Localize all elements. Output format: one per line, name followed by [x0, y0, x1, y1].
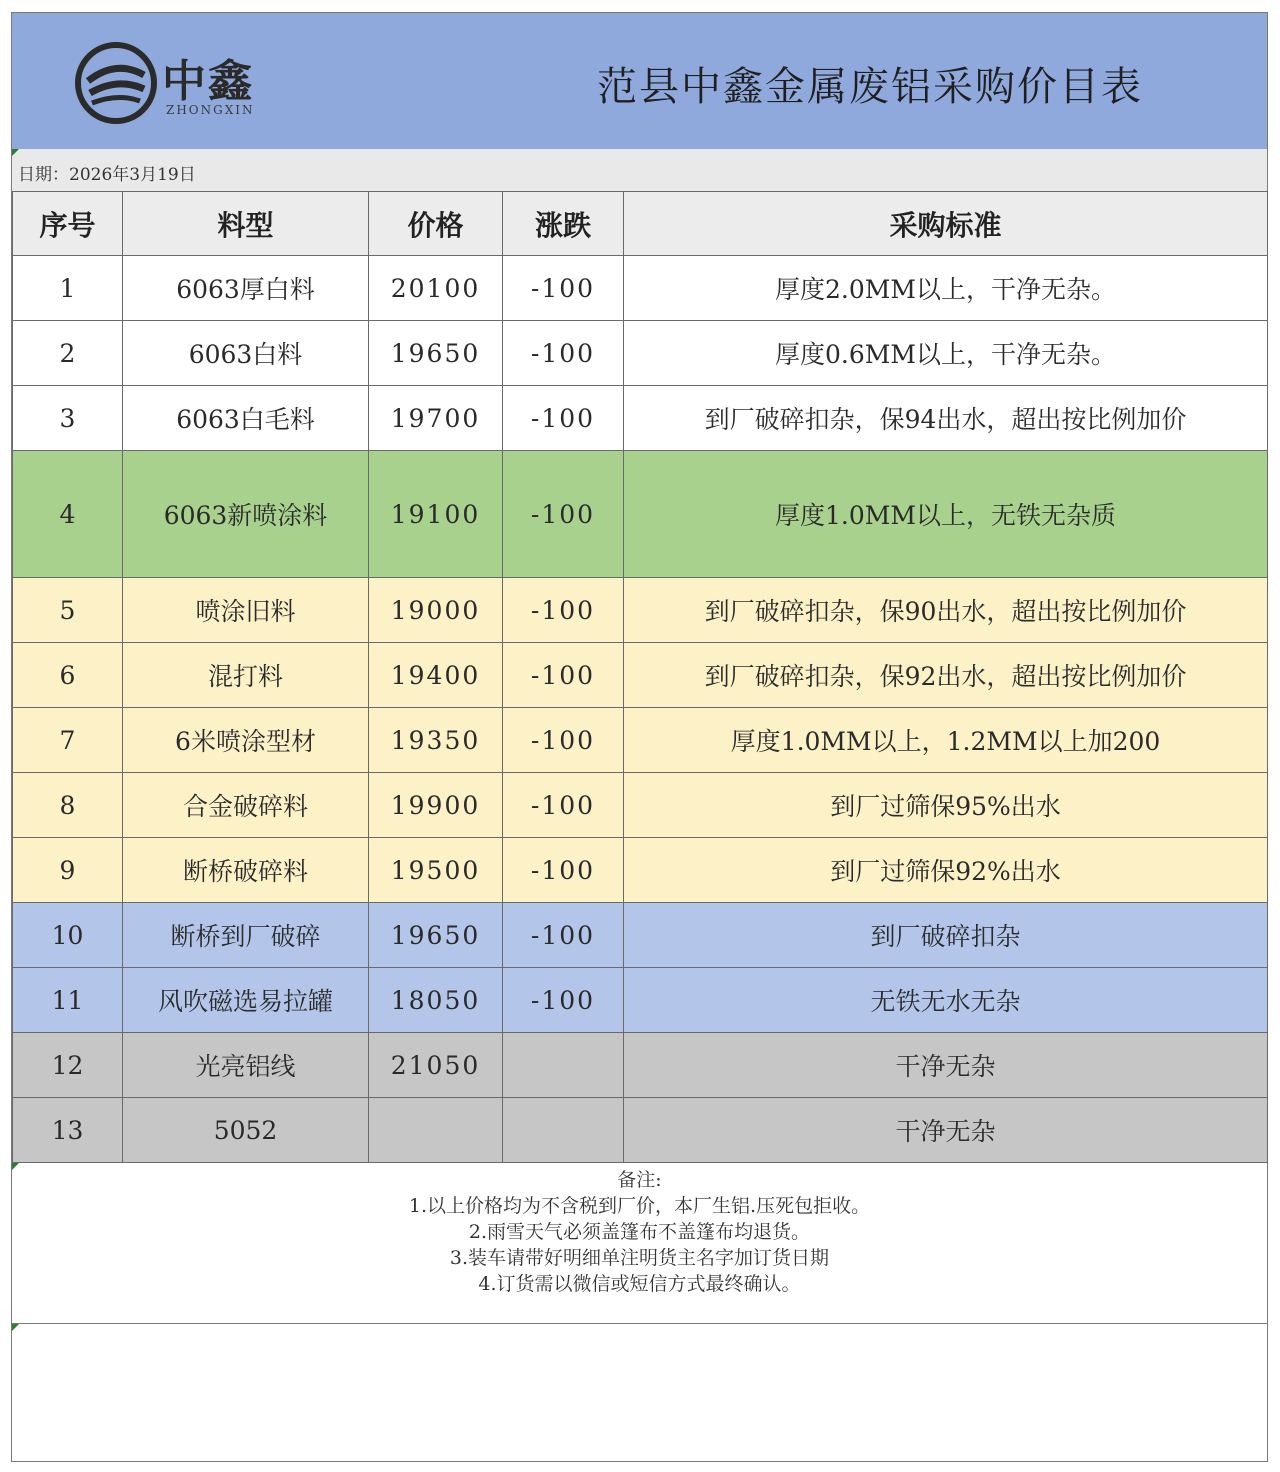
cell-change: -100	[503, 256, 624, 321]
cell-marker-icon	[12, 1324, 19, 1331]
table-header-row	[13, 192, 1268, 256]
cell-standard: 干净无杂	[624, 1033, 1268, 1098]
cell-price: 19900	[369, 773, 503, 838]
col-header-no: 序号	[13, 192, 123, 256]
table-row	[13, 321, 1268, 386]
cell-type: 6063厚白料	[123, 256, 369, 321]
cell-type: 喷涂旧料	[123, 578, 369, 643]
cell-standard: 无铁无水无杂	[624, 968, 1268, 1033]
cell-price: 19650	[369, 903, 503, 968]
col-header-change: 涨跌	[503, 192, 624, 256]
cell-price	[369, 1098, 503, 1163]
table-row	[13, 708, 1268, 773]
cell-price: 19000	[369, 578, 503, 643]
cell-change: -100	[503, 903, 624, 968]
cell-type: 6米喷涂型材	[123, 708, 369, 773]
cell-no: 8	[13, 773, 123, 838]
cell-change: -100	[503, 643, 624, 708]
cell-change: -100	[503, 578, 624, 643]
date-row	[12, 149, 1267, 192]
cell-no: 9	[13, 838, 123, 903]
cell-change: -100	[503, 838, 624, 903]
cell-type: 光亮铝线	[123, 1033, 369, 1098]
cell-change: -100	[503, 386, 624, 451]
note-line: 4.订货需以微信或短信方式最终确认。	[478, 1273, 801, 1295]
cell-change: -100	[503, 968, 624, 1033]
cell-type: 6063新喷涂料	[123, 451, 369, 578]
cell-type: 5052	[123, 1098, 369, 1163]
notes-section	[12, 1163, 1267, 1324]
cell-type: 混打料	[123, 643, 369, 708]
price-table	[12, 191, 1268, 1163]
table-row	[13, 451, 1268, 578]
table-row	[13, 1033, 1268, 1098]
cell-standard: 厚度2.0MM以上，干净无杂。	[624, 256, 1268, 321]
table-row	[13, 968, 1268, 1033]
cell-type: 风吹磁选易拉罐	[123, 968, 369, 1033]
note-line: 1.以上价格均为不含税到厂价，本厂生铝.压死包拒收。	[408, 1195, 871, 1217]
cell-price: 19100	[369, 451, 503, 578]
cell-no: 7	[13, 708, 123, 773]
notes-title: 备注:	[617, 1169, 662, 1191]
cell-type: 6063白毛料	[123, 386, 369, 451]
table-row	[13, 256, 1268, 321]
cell-type: 断桥破碎料	[123, 838, 369, 903]
cell-no: 3	[13, 386, 123, 451]
cell-change: -100	[503, 321, 624, 386]
col-header-standard: 采购标准	[624, 192, 1268, 256]
cell-change: -100	[503, 451, 624, 578]
table-row	[13, 643, 1268, 708]
cell-no: 1	[13, 256, 123, 321]
cell-standard: 干净无杂	[624, 1098, 1268, 1163]
table-row	[13, 1098, 1268, 1163]
logo-swirl-icon	[74, 41, 158, 125]
cell-marker-icon	[12, 1163, 19, 1170]
cell-standard: 厚度0.6MM以上，干净无杂。	[624, 321, 1268, 386]
cell-no: 4	[13, 451, 123, 578]
cell-price: 19500	[369, 838, 503, 903]
cell-standard: 到厂过筛保92%出水	[624, 838, 1268, 903]
cell-price: 19650	[369, 321, 503, 386]
note-line: 2.雨雪天气必须盖篷布不盖篷布均退货。	[468, 1221, 811, 1243]
price-sheet	[11, 12, 1268, 1462]
table-row	[13, 578, 1268, 643]
cell-price: 18050	[369, 968, 503, 1033]
company-logo	[74, 41, 274, 125]
table-row	[13, 838, 1268, 903]
cell-type: 6063白料	[123, 321, 369, 386]
date-label: 日期：2026年3月19日	[18, 165, 196, 185]
cell-price: 19700	[369, 386, 503, 451]
cell-price: 19400	[369, 643, 503, 708]
cell-type: 断桥到厂破碎	[123, 903, 369, 968]
logo-subtitle: ZHONGXIN	[166, 103, 255, 117]
cell-no: 12	[13, 1033, 123, 1098]
cell-no: 2	[13, 321, 123, 386]
cell-marker-icon	[12, 149, 19, 156]
cell-standard: 到厂破碎扣杂，保90出水，超出按比例加价	[624, 578, 1268, 643]
note-line: 3.装车请带好明细单注明货主名字加订货日期	[449, 1247, 830, 1269]
cell-standard: 到厂破碎扣杂，保94出水，超出按比例加价	[624, 386, 1268, 451]
col-header-price: 价格	[369, 192, 503, 256]
cell-change	[503, 1098, 624, 1163]
cell-change	[503, 1033, 624, 1098]
cell-no: 10	[13, 903, 123, 968]
table-row	[13, 903, 1268, 968]
cell-standard: 厚度1.0MM以上，无铁无杂质	[624, 451, 1268, 578]
cell-standard: 厚度1.0MM以上，1.2MM以上加200	[624, 708, 1268, 773]
cell-type: 合金破碎料	[123, 773, 369, 838]
cell-change: -100	[503, 708, 624, 773]
cell-price: 20100	[369, 256, 503, 321]
col-header-type: 料型	[123, 192, 369, 256]
cell-no: 6	[13, 643, 123, 708]
cell-standard: 到厂破碎扣杂	[624, 903, 1268, 968]
logo-wordmark: 中鑫	[162, 56, 254, 107]
table-row	[13, 386, 1268, 451]
cell-change: -100	[503, 773, 624, 838]
cell-no: 5	[13, 578, 123, 643]
cell-price: 19350	[369, 708, 503, 773]
cell-no: 13	[13, 1098, 123, 1163]
cell-no: 11	[13, 968, 123, 1033]
cell-standard: 到厂破碎扣杂，保92出水，超出按比例加价	[624, 643, 1268, 708]
cell-price: 21050	[369, 1033, 503, 1098]
cell-standard: 到厂过筛保95%出水	[624, 773, 1268, 838]
header-banner	[12, 13, 1267, 150]
table-row	[13, 773, 1268, 838]
page-title: 范县中鑫金属废铝采购价目表	[597, 64, 1143, 110]
